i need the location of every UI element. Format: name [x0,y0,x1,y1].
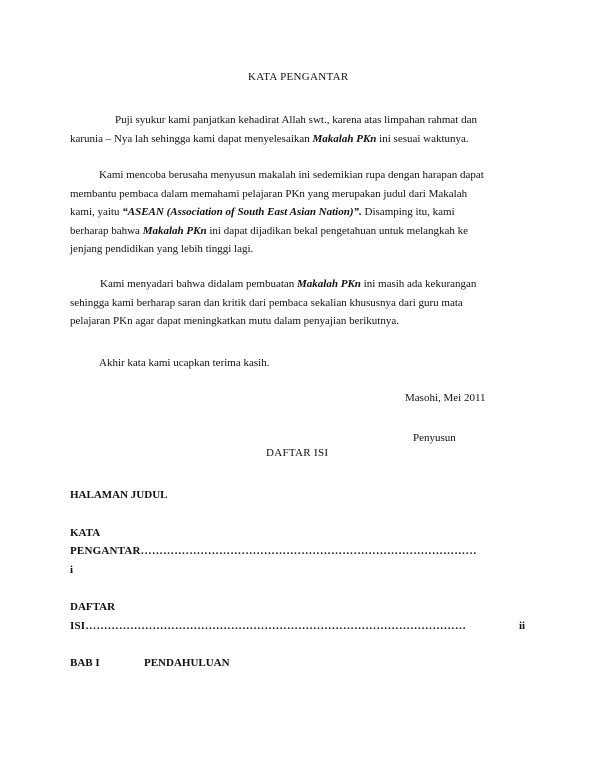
toc-kata-pengantar-page: i [70,564,74,576]
paragraph-1-line-2 [70,130,529,149]
text-span: berharap bahwa [70,224,143,237]
toc-bab-title: PENDAHULUAN [144,657,230,669]
text-span: Disamping itu, kami [361,206,455,218]
paragraph-2-line-3 [70,203,529,222]
toc-bab-label: BAB I [70,657,100,669]
place-date: Masohi, Mei 2011 [405,392,486,404]
toc-pengantar-entry: PENGANTAR……………………………………………………………………………… [70,545,477,557]
paragraph-2 [70,166,529,259]
toc-daftar-isi-page: ii [519,620,526,632]
kata-pengantar-title: KATA PENGANTAR [248,71,349,83]
emphasis-asean-title: “ASEAN (Association of South East Asian Nation)”. [122,206,362,218]
paragraph-1-line-1: Puji syukur kami panjatkan kehadirat Allah swt., karena atas limpahan rahmat dan [115,114,477,126]
text-span: kami, yaitu [70,206,123,218]
text-span: Kami menyadari bahwa didalam pembuatan [100,278,298,290]
paragraph-2-line-1: Kami mencoba berusaha menyusun makalah ini sedemikian rupa dengan harapan dapat [99,169,484,181]
paragraph-1 [70,111,529,148]
text-span: ini sesuai waktunya. [376,132,469,145]
paragraph-2-line-2: membantu pembaca dalam memahami pelajaran PKn yang merupakan judul dari Makalah [70,187,468,200]
toc-daftar-line-1: DAFTAR [70,601,116,613]
text-span: ini dapat dijadikan bekal pengetahuan untuk melangkah ke [206,224,469,237]
paragraph-3-line-1 [70,275,529,294]
toc-isi-entry: ISI………………………………………………………………………………………… [70,620,467,632]
emphasis-makalah-pkn: Makalah PKn [297,278,361,290]
toc-halaman-judul: HALAMAN JUDUL [70,489,168,501]
toc-kata-line-1: KATA [70,527,101,539]
paragraph-3-line-3: pelajaran PKn agar dapat meningkatkan mutu dalam penyajian berikutnya. [70,315,399,327]
paragraph-3-line-2: sehingga kami berharap saran dan kritik dari pembaca sekalian khususnya dari guru mata [70,296,463,309]
paragraph-2-line-4 [70,222,529,241]
text-span: ini masih ada kekurangan [360,278,477,290]
text-span: karunia – Nya lah sehingga kami dapat menyelesaikan [70,132,313,145]
emphasis-makalah-pkn: Makalah PKn [142,224,207,237]
closing-paragraph: Akhir kata kami ucapkan terima kasih. [99,357,270,369]
emphasis-makalah-pkn: Makalah PKn [312,132,377,145]
paragraph-3 [70,275,529,331]
signer: Penyusun [413,432,456,444]
daftar-isi-title: DAFTAR ISI [266,447,329,459]
paragraph-2-line-5: jenjang pendidikan yang lebih tinggi lagi. [70,243,254,255]
